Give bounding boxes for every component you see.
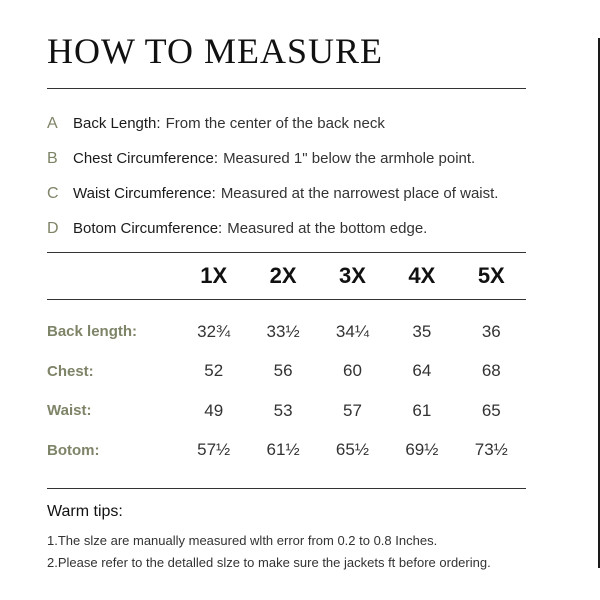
row-label: Back length: [47, 323, 138, 341]
table-cell: 56 [273, 361, 293, 381]
table-cell: 61½ [266, 440, 300, 460]
table-cell: 52 [204, 361, 224, 381]
table-cell: 65 [481, 400, 501, 420]
table-cell: 73½ [474, 440, 508, 460]
definition-letter: C [47, 185, 59, 202]
tip-item: 2.Please refer to the detalled slze to make sure the jackets ft before ordering. [47, 555, 491, 570]
table-cell: 32¾ [197, 321, 231, 341]
size-header-cell: 2X [269, 263, 297, 288]
size-header-cell: 3X [339, 263, 366, 288]
definition-term: Waist Circumference: [73, 185, 216, 202]
definition-term: Back Length: [73, 115, 161, 132]
table-cell: 57 [343, 400, 362, 420]
table-cell: 60 [343, 361, 362, 381]
measurement-definitions [47, 115, 577, 255]
title-divider [47, 88, 526, 89]
tips-divider [47, 488, 526, 489]
size-chart-table [47, 253, 526, 470]
definition-description: Measured at the narrowest place of waist. [220, 185, 499, 202]
definition-letter: A [47, 115, 58, 132]
size-header-cell: 5X [477, 263, 505, 288]
table-cell: 64 [412, 361, 432, 381]
definition-description: Measured 1" below the armhole point. [223, 150, 476, 167]
table-row-chest [47, 352, 526, 392]
table-cell: 34¼ [335, 321, 370, 341]
table-cell: 69½ [405, 440, 439, 460]
definition-a [47, 115, 577, 150]
table-row-botom [47, 431, 526, 471]
warm-tips [47, 503, 491, 574]
table-row-waist [47, 391, 526, 431]
table-cell: 61 [412, 400, 432, 420]
size-header-row [47, 253, 526, 299]
size-header-cell: 4X [408, 263, 436, 288]
definition-d [47, 220, 577, 255]
table-cell: 33½ [266, 321, 300, 341]
definition-c [47, 185, 577, 220]
row-label: Chest: [47, 362, 94, 380]
definition-b [47, 150, 577, 185]
table-row-back-length [47, 312, 526, 352]
definition-description: Measured at the bottom edge. [227, 220, 428, 237]
definition-letter: D [47, 220, 59, 237]
definition-term: Botom Circumference: [73, 220, 223, 237]
table-cell: 65½ [335, 440, 370, 460]
definition-description: From the center of the back neck [165, 115, 385, 132]
size-header-cell: 1X [200, 263, 228, 288]
table-cell: 49 [204, 400, 224, 420]
table-cell: 35 [412, 321, 432, 341]
definition-letter: B [47, 150, 58, 167]
table-cell: 53 [273, 400, 293, 420]
table-cell: 36 [481, 321, 501, 341]
header-corner [47, 253, 179, 299]
page-title: HOW TO MEASURE [47, 31, 384, 71]
tips-title: Warm tips: [47, 503, 123, 520]
definition-term: Chest Circumference: [73, 150, 219, 167]
row-label: Waist: [47, 402, 92, 420]
table-cell: 57½ [197, 440, 231, 460]
row-label: Botom: [47, 441, 100, 459]
table-cell: 68 [481, 361, 501, 381]
tip-item: 1.The slze are manually measured wlth error from 0.2 to 0.8 Inches. [47, 533, 438, 548]
